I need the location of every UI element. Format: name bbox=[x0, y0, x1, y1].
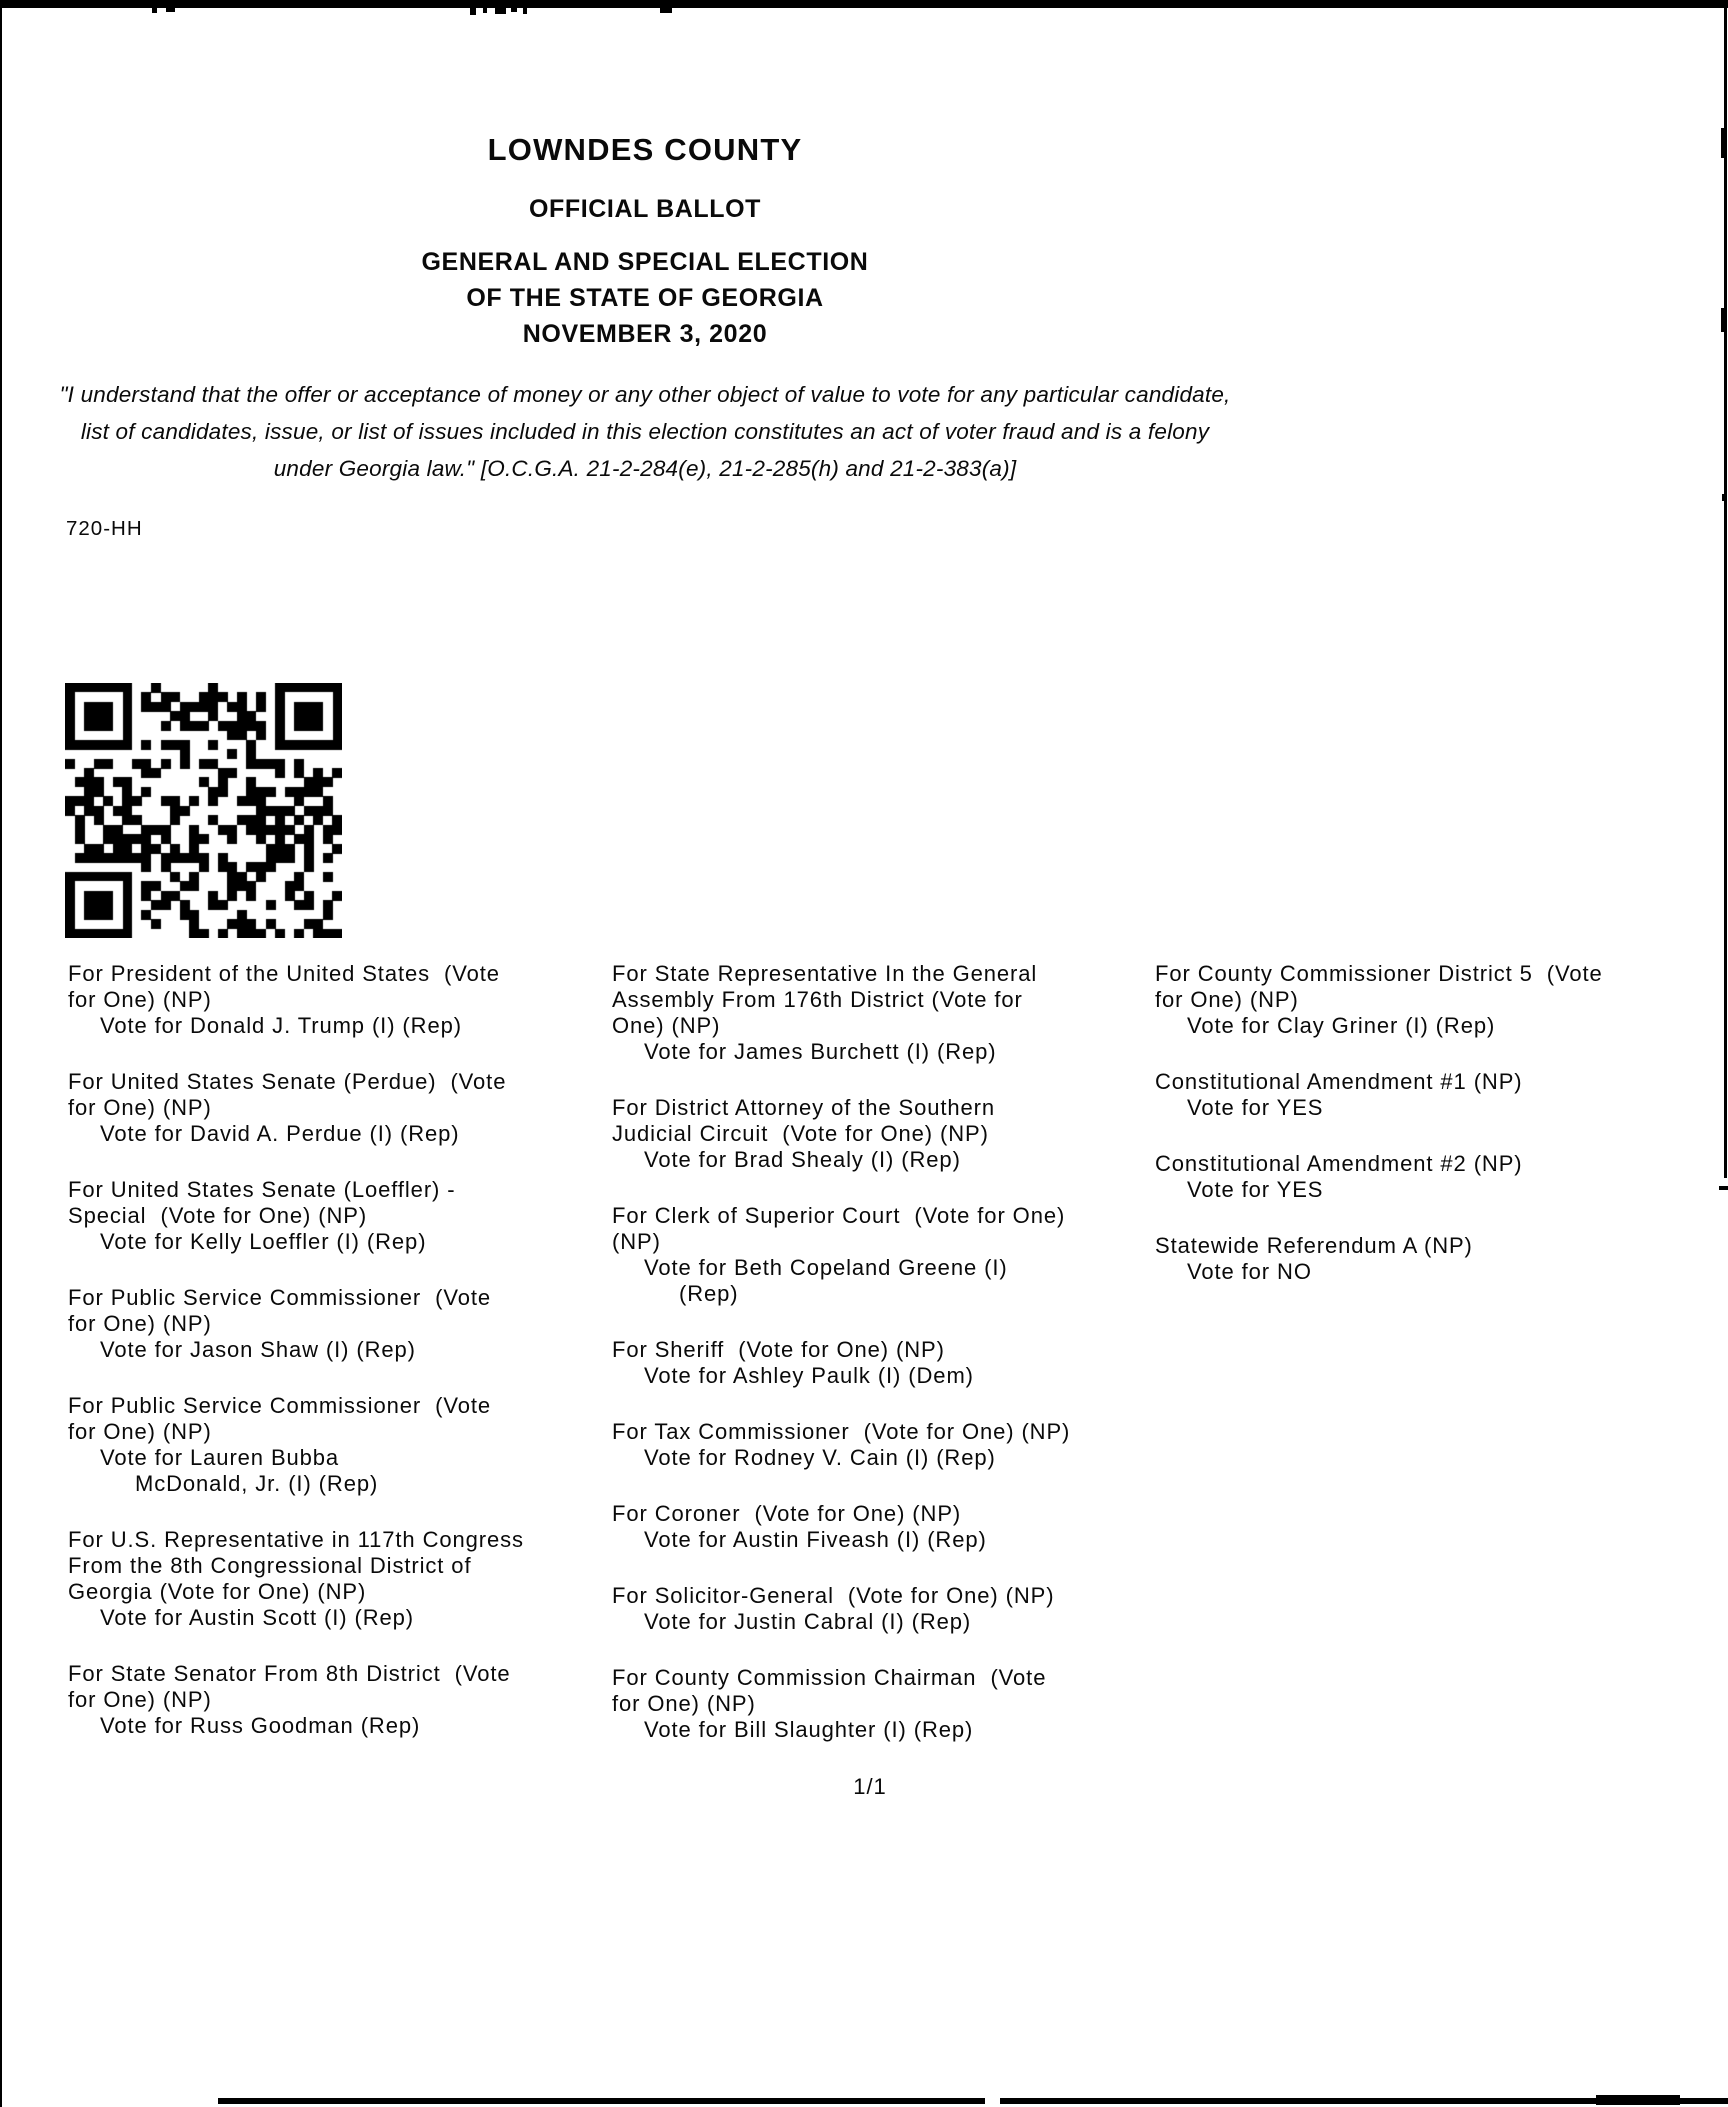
race-line: Constitutional Amendment #1 (NP) bbox=[1155, 1069, 1523, 1094]
scan-artifact-notch bbox=[166, 8, 175, 12]
ballot-race bbox=[68, 1393, 588, 1497]
race-line: For U.S. Representative in 117th Congress bbox=[68, 1527, 524, 1552]
race-line: Constitutional Amendment #2 (NP) bbox=[1155, 1151, 1523, 1176]
ballot-style-code: 720-HH bbox=[66, 517, 143, 540]
race-line: Assembly From 176th District (Vote for bbox=[612, 987, 1023, 1012]
scan-artifact-top-edge bbox=[0, 0, 1728, 8]
ballot-race bbox=[612, 1665, 1152, 1743]
race-line: Vote for Austin Scott (I) (Rep) bbox=[100, 1605, 415, 1630]
race-line: From the 8th Congressional District of bbox=[68, 1553, 472, 1578]
county-title: LOWNDES COUNTY bbox=[487, 132, 803, 167]
race-line: For United States Senate (Loeffler) - bbox=[68, 1177, 456, 1202]
scan-artifact-notch bbox=[483, 8, 487, 13]
race-line: For Sheriff (Vote for One) (NP) bbox=[612, 1337, 945, 1362]
ballot-race bbox=[1155, 961, 1728, 1039]
race-line: Vote for Ashley Paulk (I) (Dem) bbox=[644, 1363, 974, 1388]
ballot-race bbox=[68, 961, 588, 1039]
scan-artifact-blob bbox=[1721, 308, 1727, 332]
ballot-race bbox=[612, 1095, 1152, 1173]
scan-artifact-notch bbox=[495, 8, 506, 14]
voter-fraud-notice-line: list of candidates, issue, or list of issues included in this election constitutes an act of voter fraud and is a felony bbox=[80, 419, 1210, 444]
ballot-race bbox=[612, 1337, 1152, 1389]
scan-artifact-notch bbox=[470, 8, 476, 15]
ballot-race bbox=[612, 961, 1152, 1065]
race-line: For District Attorney of the Southern bbox=[612, 1095, 996, 1120]
race-line: For County Commission Chairman (Vote bbox=[612, 1665, 1047, 1690]
scan-artifact-bottom-edge bbox=[1596, 2095, 1680, 2105]
voter-fraud-notice-line: "I understand that the offer or acceptance of money or any other object of value to vote for any particular candidate, bbox=[59, 382, 1231, 407]
race-line: (Rep) bbox=[679, 1281, 739, 1306]
race-line: For Public Service Commissioner (Vote bbox=[68, 1285, 491, 1310]
scan-artifact-notch bbox=[660, 8, 672, 13]
page-number: 1/1 bbox=[853, 1774, 887, 1799]
race-line: Vote for James Burchett (I) (Rep) bbox=[644, 1039, 997, 1064]
race-line: Vote for YES bbox=[1187, 1095, 1324, 1120]
race-line: for One) (NP) bbox=[68, 987, 212, 1012]
election-title-line: GENERAL AND SPECIAL ELECTION bbox=[421, 248, 869, 276]
ballot-column-left bbox=[68, 961, 588, 1769]
race-line: One) (NP) bbox=[612, 1013, 721, 1038]
ballot-race bbox=[68, 1527, 588, 1631]
ballot-race bbox=[68, 1285, 588, 1363]
ballot-race bbox=[1155, 1233, 1728, 1285]
race-line: Vote for Jason Shaw (I) (Rep) bbox=[100, 1337, 416, 1362]
race-line: Vote for Lauren Bubba bbox=[100, 1445, 340, 1470]
race-line: For County Commissioner District 5 (Vote bbox=[1155, 961, 1603, 986]
race-line: Vote for NO bbox=[1187, 1259, 1312, 1284]
ballot-column-middle bbox=[612, 961, 1152, 1773]
race-line: Vote for Clay Griner (I) (Rep) bbox=[1187, 1013, 1496, 1038]
race-line: Vote for Justin Cabral (I) (Rep) bbox=[644, 1609, 972, 1634]
election-title-line: OF THE STATE OF GEORGIA bbox=[466, 284, 824, 312]
ballot-race bbox=[68, 1069, 588, 1147]
scan-artifact-bottom-edge bbox=[218, 2098, 985, 2104]
ballot-column-right bbox=[1155, 961, 1728, 1315]
race-line: Special (Vote for One) (NP) bbox=[68, 1203, 368, 1228]
race-line: Vote for Kelly Loeffler (I) (Rep) bbox=[100, 1229, 427, 1254]
race-line: Vote for Brad Shealy (I) (Rep) bbox=[644, 1147, 961, 1172]
race-line: Vote for Bill Slaughter (I) (Rep) bbox=[644, 1717, 974, 1742]
race-line: Vote for Beth Copeland Greene (I) bbox=[644, 1255, 1008, 1280]
race-line: Vote for Austin Fiveash (I) (Rep) bbox=[644, 1527, 987, 1552]
election-title bbox=[0, 244, 1290, 352]
race-line: Vote for Russ Goodman (Rep) bbox=[100, 1713, 421, 1738]
race-line: Judicial Circuit (Vote for One) (NP) bbox=[612, 1121, 989, 1146]
race-line: for One) (NP) bbox=[612, 1691, 756, 1716]
ballot-type-title: OFFICIAL BALLOT bbox=[528, 195, 762, 223]
race-line: for One) (NP) bbox=[68, 1095, 212, 1120]
ballot-race bbox=[68, 1661, 588, 1739]
scan-artifact-notch bbox=[511, 8, 517, 12]
race-line: Vote for YES bbox=[1187, 1177, 1324, 1202]
scan-artifact-blob bbox=[1721, 128, 1727, 158]
race-line: for One) (NP) bbox=[68, 1687, 212, 1712]
race-line: Statewide Referendum A (NP) bbox=[1155, 1233, 1473, 1258]
ballot-race bbox=[1155, 1069, 1728, 1121]
race-line: For President of the United States (Vote bbox=[68, 961, 500, 986]
race-line: Vote for Rodney V. Cain (I) (Rep) bbox=[644, 1445, 996, 1470]
race-line: For United States Senate (Perdue) (Vote bbox=[68, 1069, 507, 1094]
race-line: For Public Service Commissioner (Vote bbox=[68, 1393, 491, 1418]
race-line: Georgia (Vote for One) (NP) bbox=[68, 1579, 367, 1604]
ballot-race bbox=[612, 1583, 1152, 1635]
scan-artifact-notch bbox=[523, 8, 527, 14]
race-line: for One) (NP) bbox=[68, 1311, 212, 1336]
race-line: McDonald, Jr. (I) (Rep) bbox=[135, 1471, 379, 1496]
race-line: For Tax Commissioner (Vote for One) (NP) bbox=[612, 1419, 1071, 1444]
voter-fraud-notice-line: under Georgia law." [O.C.G.A. 21-2-284(e), 21-2-285(h) and 21-2-383(a)] bbox=[273, 456, 1017, 481]
race-line: for One) (NP) bbox=[1155, 987, 1299, 1012]
scan-artifact-notch bbox=[152, 8, 157, 13]
race-line: For State Senator From 8th District (Vote bbox=[68, 1661, 511, 1686]
race-line: For Coroner (Vote for One) (NP) bbox=[612, 1501, 962, 1526]
race-line: For State Representative In the General bbox=[612, 961, 1038, 986]
ballot-race bbox=[68, 1177, 588, 1255]
qr-code-icon bbox=[65, 683, 342, 938]
ballot-race bbox=[612, 1419, 1152, 1471]
race-line: For Clerk of Superior Court (Vote for One) bbox=[612, 1203, 1066, 1228]
race-line: (NP) bbox=[612, 1229, 661, 1254]
ballot-race bbox=[1155, 1151, 1728, 1203]
scan-artifact-blob bbox=[1722, 494, 1727, 501]
voter-fraud-notice bbox=[0, 376, 1290, 487]
race-line: for One) (NP) bbox=[68, 1419, 212, 1444]
election-title-line: NOVEMBER 3, 2020 bbox=[522, 320, 768, 348]
ballot-race bbox=[612, 1501, 1152, 1553]
race-line: For Solicitor-General (Vote for One) (NP) bbox=[612, 1583, 1055, 1608]
race-line: Vote for Donald J. Trump (I) (Rep) bbox=[100, 1013, 462, 1038]
race-line: Vote for David A. Perdue (I) (Rep) bbox=[100, 1121, 460, 1146]
ballot-race bbox=[612, 1203, 1152, 1307]
